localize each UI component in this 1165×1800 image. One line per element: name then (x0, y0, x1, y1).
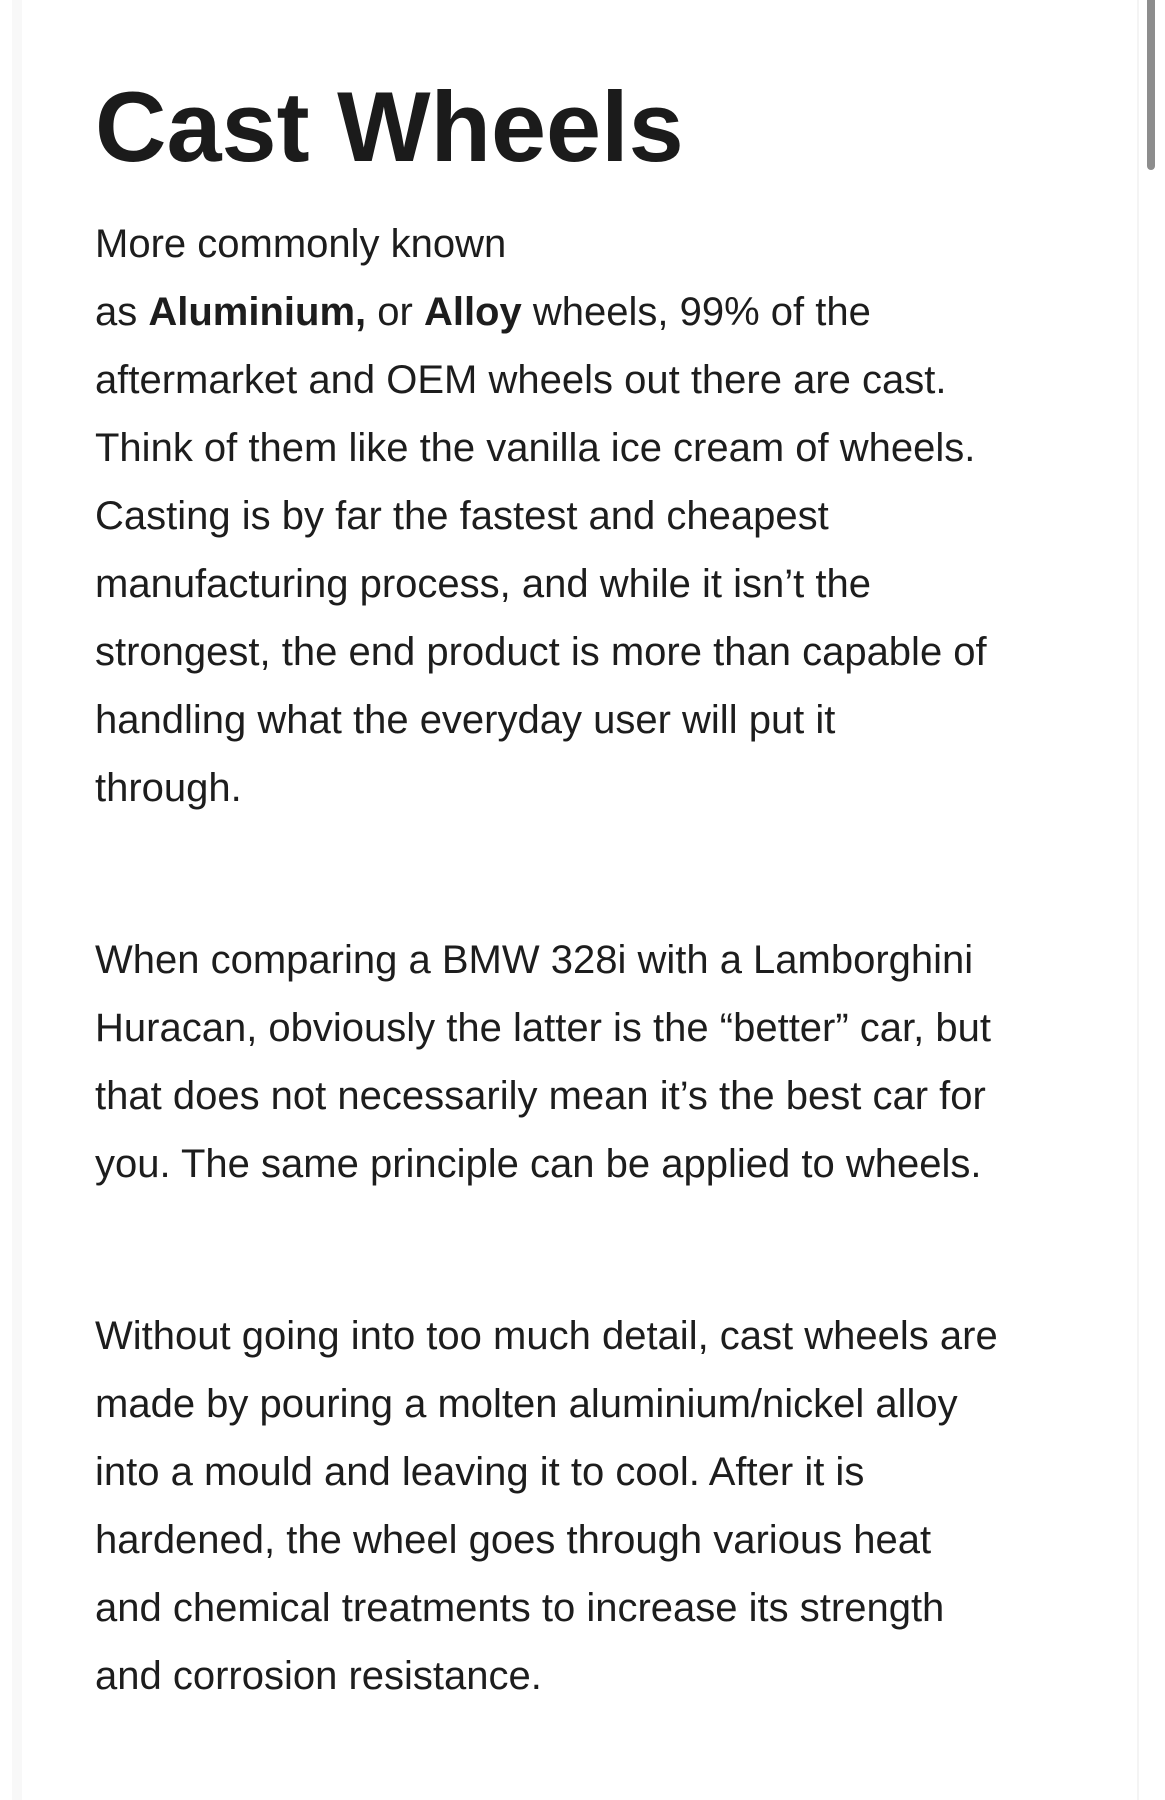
text-segment: More commonly known (95, 221, 507, 266)
text-segment: handling what the everyday user will put it (95, 697, 836, 742)
text-segment: into a mould and leaving it to cool. After it is (95, 1449, 865, 1494)
paragraph (95, 926, 1065, 1198)
text-segment: that does not necessarily mean it’s the best car for (95, 1073, 986, 1118)
text-segment: Without going into too much detail, cast wheels are (95, 1313, 998, 1358)
text-segment: manufacturing process, and while it isn’t the (95, 561, 871, 606)
scrollbar-thumb[interactable] (1147, 0, 1155, 170)
page-left-edge (12, 0, 22, 1800)
text-segment: aftermarket and OEM wheels out there are cast. (95, 357, 947, 402)
bold-text-segment: Aluminium, (148, 289, 367, 334)
text-segment: Think of them like the vanilla ice cream of wheels. (95, 425, 976, 470)
text-segment: as (95, 289, 149, 334)
paragraph (95, 1302, 1065, 1710)
text-segment: When comparing a BMW 328i with a Lamborghini (95, 937, 974, 982)
text-segment: or (366, 289, 424, 334)
text-segment: you. The same principle can be applied to wheels. (95, 1141, 982, 1186)
text-segment: hardened, the wheel goes through various heat (95, 1517, 932, 1562)
text-segment: through. (95, 765, 242, 810)
text-segment: Casting is by far the fastest and cheapest (95, 493, 829, 538)
bold-text-segment: Alloy (423, 289, 522, 334)
text-segment: wheels, 99% of the (521, 289, 871, 334)
text-segment: Huracan, obviously the latter is the “better” car, but (95, 1005, 991, 1050)
content-right-edge (1137, 0, 1139, 1800)
paragraph (95, 210, 1065, 822)
text-segment: made by pouring a molten aluminium/nickel alloy (95, 1381, 958, 1426)
text-segment: and corrosion resistance. (95, 1653, 542, 1698)
text-segment: strongest, the end product is more than capable of (95, 629, 987, 674)
article (95, 0, 1065, 1710)
article-body (95, 210, 1065, 1710)
page-title: Cast Wheels (95, 71, 684, 182)
text-segment: and chemical treatments to increase its strength (95, 1585, 945, 1630)
